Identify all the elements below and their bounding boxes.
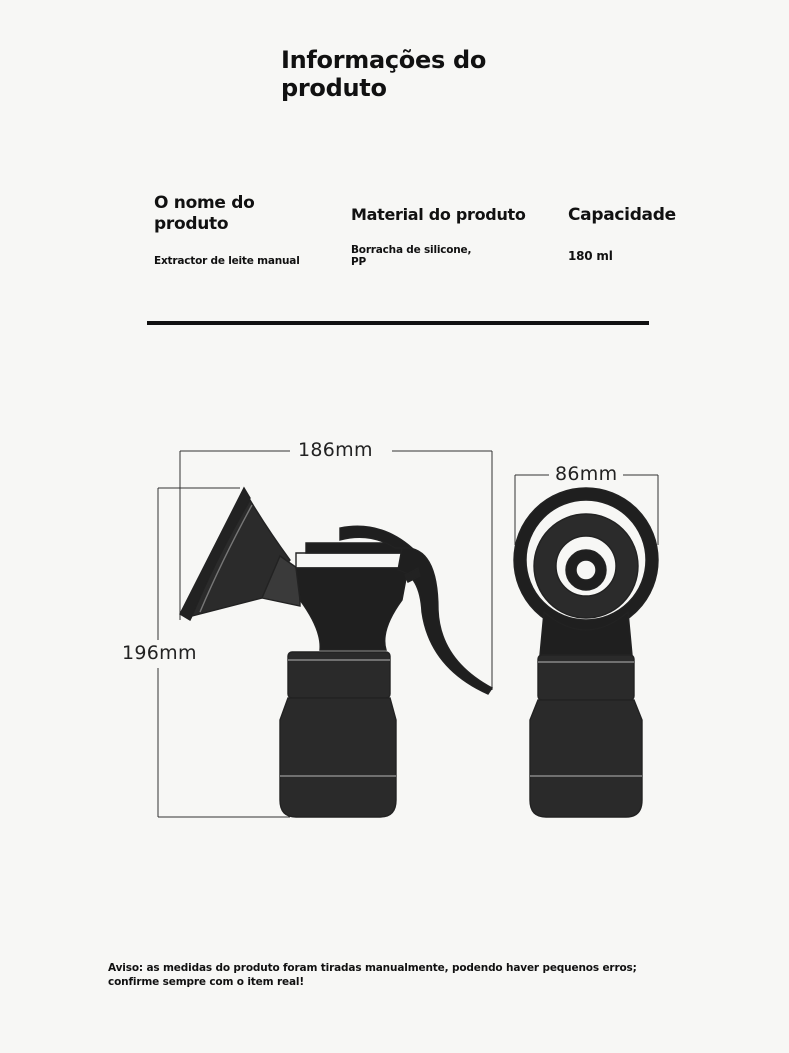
- page-title: Informações do produto: [281, 46, 487, 102]
- spec-value-material: Borracha de silicone, PP: [351, 244, 472, 268]
- notice-text: Aviso: as medidas do produto foram tiradas manualmente, podendo haver pequenos erros; confirme sempre com o item real!: [108, 962, 637, 988]
- dimension-height-label: 196mm: [116, 642, 203, 664]
- spec-header-name: O nome do produto: [154, 193, 255, 234]
- spec-header-capacity: Capacidade: [568, 205, 676, 225]
- spec-value-name: Extractor de leite manual: [154, 255, 300, 267]
- front-view: [514, 488, 658, 817]
- spec-header-material: Material do produto: [351, 205, 526, 224]
- dimension-length-label: 186mm: [292, 439, 379, 461]
- spec-value-capacity: 180 ml: [568, 249, 613, 263]
- dimension-width-label: 86mm: [549, 463, 623, 485]
- side-view: [180, 488, 492, 817]
